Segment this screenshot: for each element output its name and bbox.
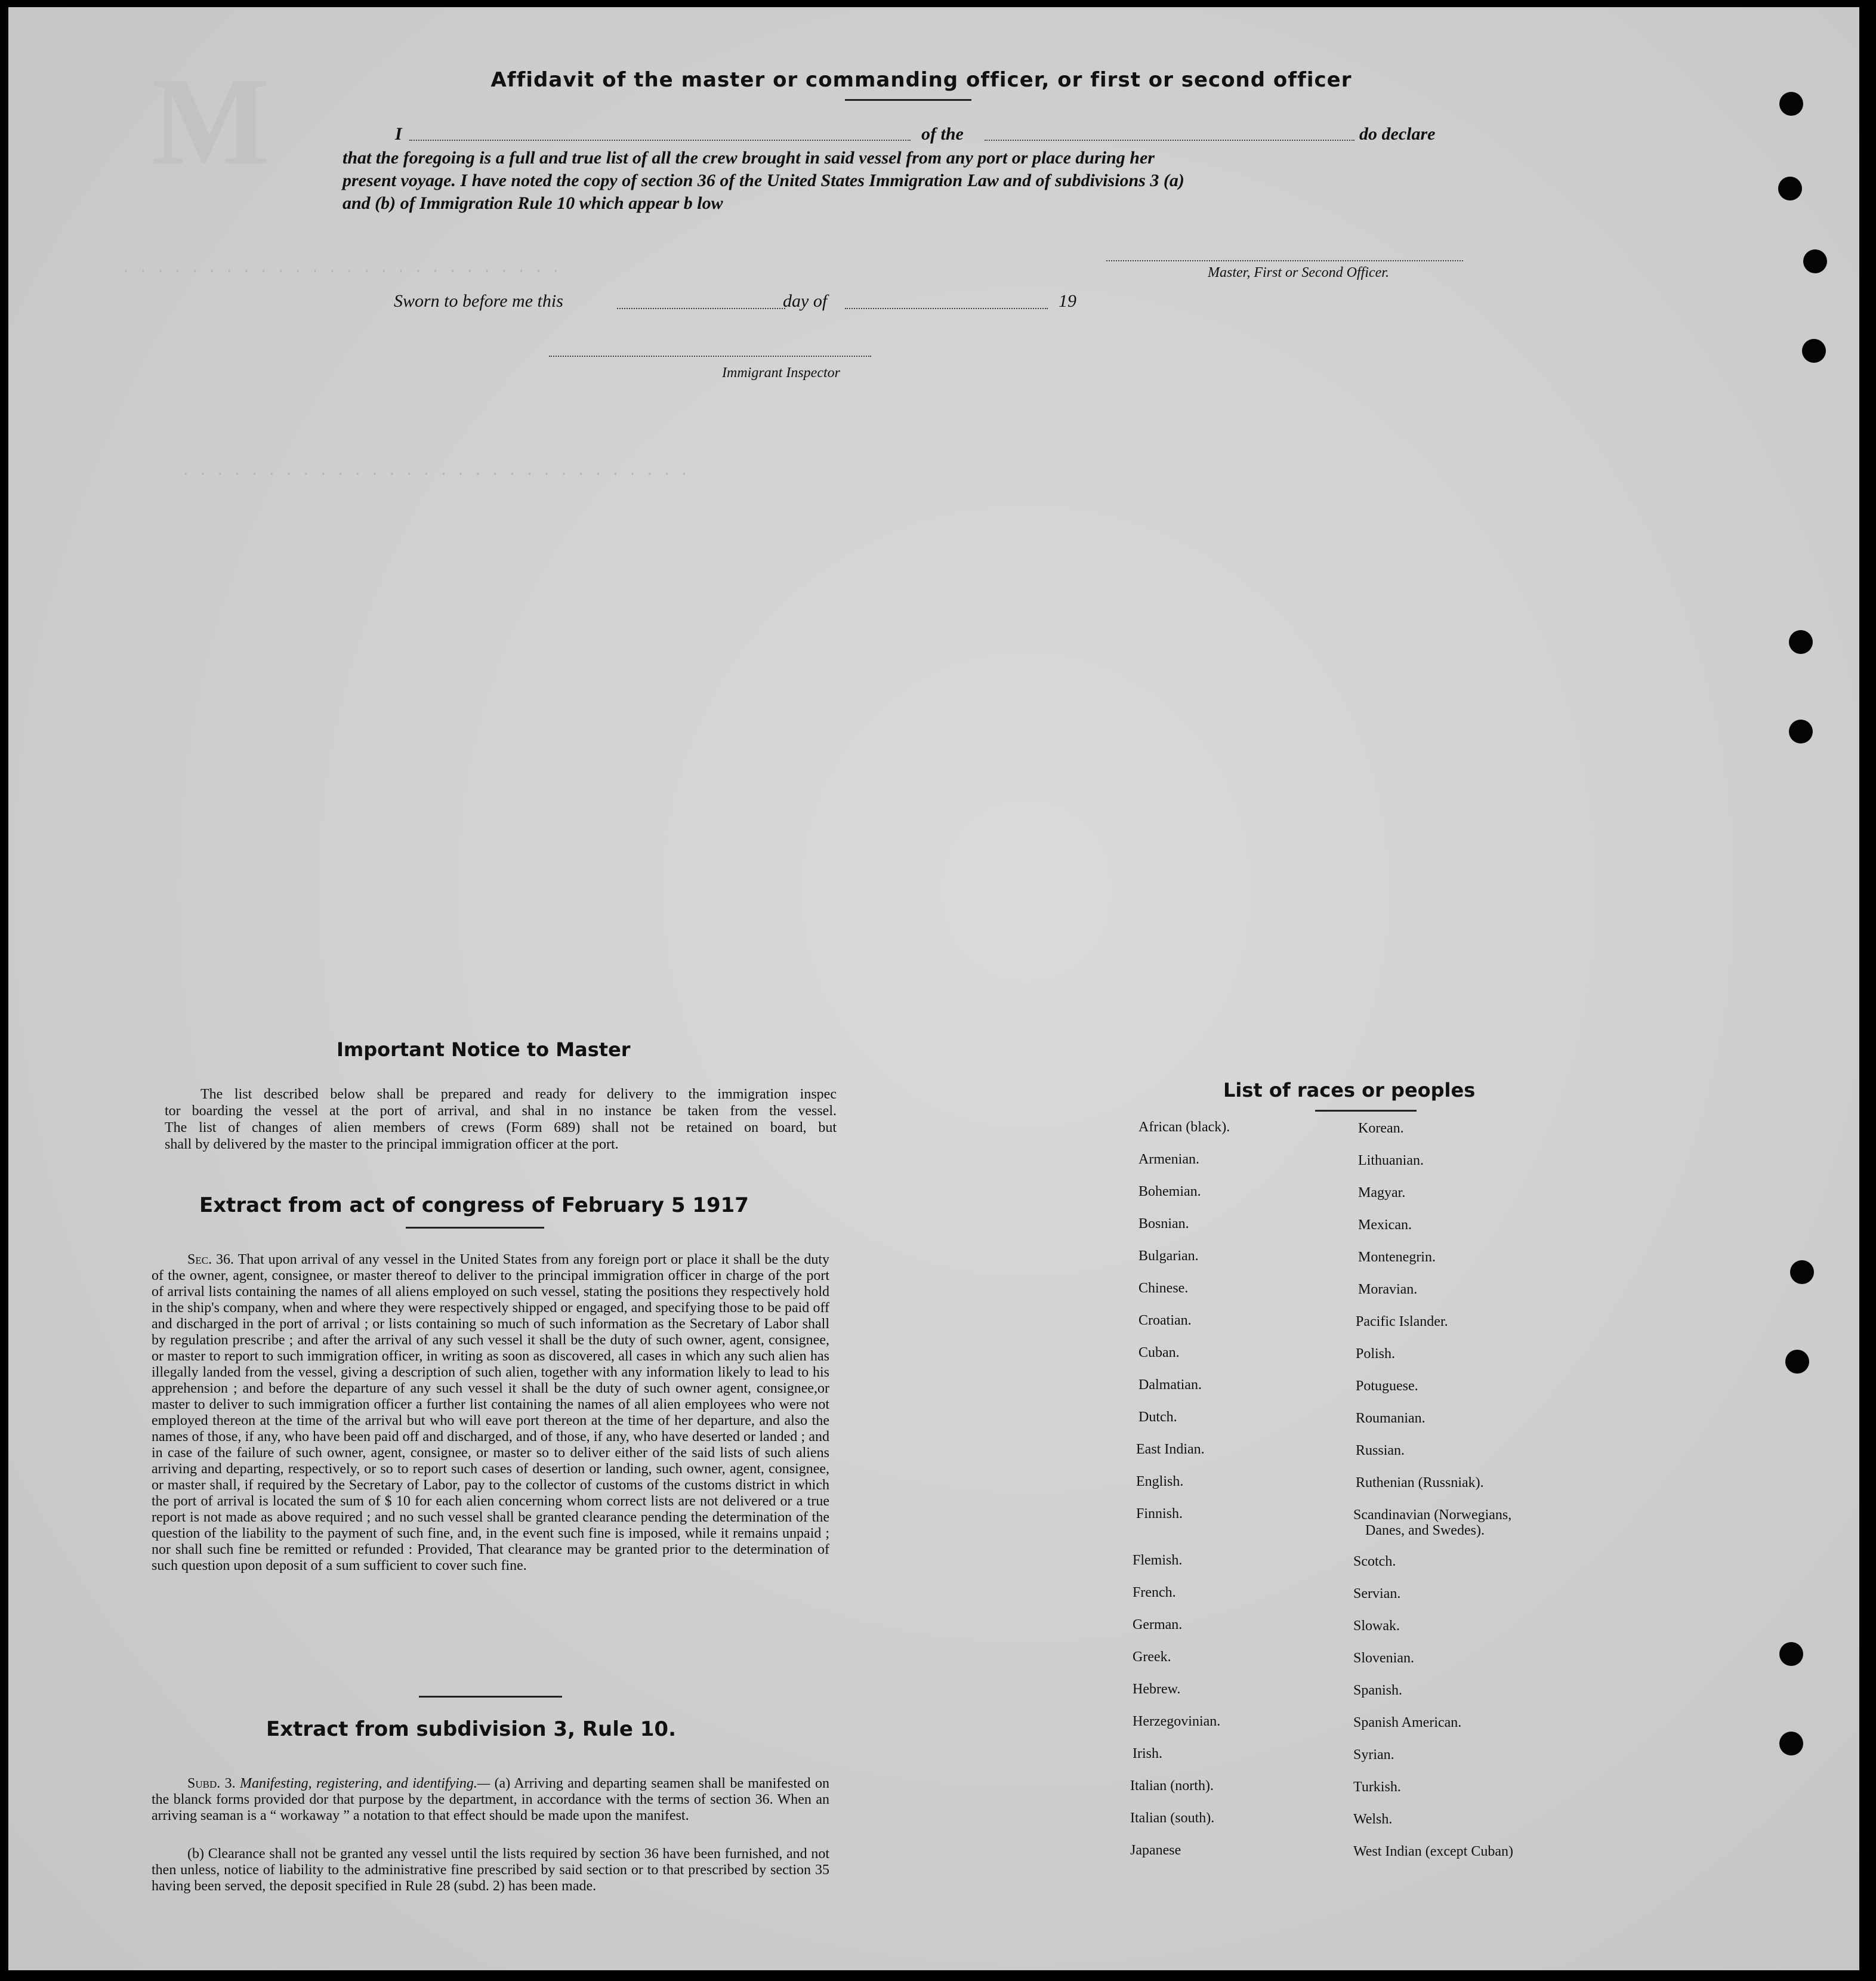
race-item: Roumanian. <box>1356 1411 1425 1426</box>
race-item: Korean. <box>1358 1121 1404 1136</box>
race-item: Turkish. <box>1353 1779 1401 1795</box>
race-item: Japanese <box>1130 1843 1181 1858</box>
race-item: Croatian. <box>1138 1313 1192 1328</box>
race-item: Lithuanian. <box>1358 1153 1424 1168</box>
race-item: Bohemian. <box>1138 1184 1201 1199</box>
race-item: Cuban. <box>1138 1345 1180 1360</box>
notice-body <box>165 1086 837 1153</box>
act-section-36 <box>152 1252 829 1574</box>
notice-line: The list described below shall be prepared and ready for delivery to the immigration inspec <box>200 1087 837 1102</box>
affidavit-i-label: I <box>395 124 402 144</box>
race-item: Dalmatian. <box>1138 1377 1202 1393</box>
race-item: German. <box>1133 1617 1183 1633</box>
sworn-day-field[interactable] <box>617 308 785 309</box>
race-item: Chinese. <box>1138 1280 1189 1296</box>
vessel-name-field[interactable] <box>985 140 1354 141</box>
race-item: Welsh. <box>1353 1812 1393 1827</box>
affidavit-text-line: and (b) of Immigration Rule 10 which appear b low <box>343 193 723 213</box>
rule-subdivision-b <box>152 1846 829 1894</box>
master-signature-label: Master, First or Second Officer. <box>1208 265 1389 280</box>
race-item: Potuguese. <box>1356 1378 1418 1394</box>
races-title: List of races or peoples <box>1223 1079 1476 1101</box>
race-item: Polish. <box>1356 1346 1396 1362</box>
race-item: Magyar. <box>1358 1185 1406 1201</box>
rule-subdivision-a <box>152 1776 829 1824</box>
race-item: African (black). <box>1138 1119 1230 1135</box>
race-item: Hebrew. <box>1133 1681 1181 1697</box>
race-item: Bulgarian. <box>1138 1248 1199 1264</box>
race-item: Mexican. <box>1358 1217 1412 1233</box>
race-item: Finnish. <box>1136 1506 1183 1522</box>
punch-hole <box>1802 339 1826 363</box>
race-item: Armenian. <box>1138 1152 1199 1167</box>
race-item: Slowak. <box>1353 1618 1400 1634</box>
notice-line: tor boarding the vessel at the port of arrival, and shal in no instance be taken from the vessel. <box>165 1103 837 1119</box>
affidavit-title-rule <box>845 99 971 101</box>
punch-hole <box>1803 249 1827 273</box>
act-section-text: That upon arrival of any vessel in the United States from any foreign port or place it shall be the duty of the owner, agent, consignee, or master thereof to deliver to the principal immigration officer in charge of the port of arrival lists containing the names of all aliens employed on such vessel, stating the positions they respectively hold in the ship's company, when and where they were respectively shipped or engaged, and specifying those to be paid off and discharged in the port of arrival ; or lists containing so much of such information as the Secretary of Labor shall by regulation prescribe ; and after the arrival of any such vessel it shall be the duty of such owner, agent, consignee, or master to report to such immigration officer, in writing as soon as discovered, all cases in which any such alien has illegally landed from the vessel, giving a description of such alien, together with any information likely to lead to his apprehension ; and before the departure of any such vessel it shall be the duty of such owner agent, consignee,or master to deliver to such immigration officer a further list containing the names of all alien employees who were not employed thereon at the time of the arrival but who will eave port thereon at the time of her departure, and also the names of those, if any, who have been paid off and discharged, and of those, if any, who have deserted or landed ; and in case of the failure of such owner, agent, consignee, or master so to deliver either of the said lists of such aliens arriving and departing, respectively, or so to report such cases of desertion or landing, such owner, agent, consignee, or master shall, if required by the Secretary of Labor, pay to the collector of customs of the customs district in which the port of arrival is located the sum of $ 10 for each alien concerning whom correct lists are not delivered or a true report is not made as above required ; and no such vessel shall be granted clearance pending the determination of the question of the liability to the payment of such fine, and, in the event such fine is imposed, while it remains unpaid ; nor shall such fine be remitted or refunded : Provided, That clearance may be granted prior to the determination of such question upon deposit of a sum sufficient to cover such fine. <box>152 1252 830 1573</box>
punch-hole <box>1789 630 1813 654</box>
punch-hole <box>1785 1350 1809 1374</box>
act-title: Extract from act of congress of February 5 1917 <box>199 1193 749 1217</box>
punch-hole <box>1779 1732 1803 1755</box>
affidavit-text-line: present voyage. I have noted the copy of section 36 of the United States Immigration Law and of subdivisions 3 (a) <box>343 171 1184 190</box>
punch-hole <box>1779 1642 1803 1666</box>
race-item: English. <box>1136 1474 1184 1489</box>
race-item: Bosnian. <box>1138 1216 1189 1232</box>
rule-title: Extract from subdivision 3, Rule 10. <box>266 1717 677 1741</box>
notice-line: The list of changes of alien members of crews (Form 689) shall not be retained on board, but <box>165 1120 837 1135</box>
inspector-label: Immigrant Inspector <box>722 365 840 381</box>
rule-text-a: (a) Arriving and departing seamen shall be manifested on the blanck forms provided dor that purpose by the department, in accordance with the terms of section 36. When an arriving seaman is a “ workaway ” a notation to that effect should be made upon the manifest. <box>152 1776 830 1823</box>
race-item: Danes, and Swedes). <box>1365 1523 1485 1538</box>
bleed-through-mark: M <box>152 53 270 191</box>
race-item: Montenegrin. <box>1358 1249 1436 1265</box>
race-item: Servian. <box>1353 1586 1401 1602</box>
race-item: Scotch. <box>1353 1554 1396 1569</box>
act-section-label: Sec. 36. <box>187 1252 234 1267</box>
year-label: 19 <box>1059 291 1076 311</box>
punch-hole <box>1790 1260 1814 1284</box>
master-signature-field[interactable] <box>1106 260 1463 261</box>
race-item: Italian (north). <box>1130 1778 1214 1794</box>
rule-text-b: (b) Clearance shall not be granted any vessel until the lists required by section 36 have been furnished, and not then unless, notice of liability to the administrative fine prescribed by said section or to that prescribed by section 35 having been served, the deposit specified in Rule 28 (subd. 2) has been made. <box>152 1846 829 1894</box>
race-item: Scandinavian (Norwegians, <box>1353 1507 1512 1523</box>
races-title-rule <box>1315 1110 1417 1112</box>
sworn-month-field[interactable] <box>845 308 1048 309</box>
race-item: Flemish. <box>1133 1553 1183 1568</box>
rule-subd-heading: Manifesting, registering, and identifying.— <box>240 1776 490 1791</box>
race-item: Spanish. <box>1353 1683 1403 1698</box>
race-item: Pacific Islander. <box>1356 1314 1448 1329</box>
notice-line: shall by delivered by the master to the principal immigration officer at the port. <box>165 1137 619 1152</box>
inspector-signature-field[interactable] <box>549 356 871 357</box>
bleed-through-text: · · · · · · · · · · · · · · · · · · · · · · · · · · · · · · <box>181 467 689 483</box>
race-item: Dutch. <box>1138 1409 1177 1425</box>
day-of-label: day of <box>783 291 828 311</box>
race-item: Slovenian. <box>1353 1650 1414 1666</box>
race-item: Russian. <box>1356 1443 1405 1458</box>
declarant-name-field[interactable] <box>409 140 911 141</box>
race-item: East Indian. <box>1136 1442 1205 1457</box>
race-item: Spanish American. <box>1353 1715 1462 1730</box>
act-title-rule <box>406 1227 544 1229</box>
bleed-through-text: · · · · · · · · · · · · · · · · · · · · · · · · · · <box>122 264 560 280</box>
affidavit-text-line: that the foregoing is a full and true list of all the crew brought in said vessel from any port or place during her <box>343 148 1155 168</box>
notice-title: Important Notice to Master <box>337 1038 631 1061</box>
affidavit-of-the-label: of the <box>921 124 964 144</box>
act-end-rule <box>419 1696 562 1698</box>
race-item: Irish. <box>1133 1746 1162 1761</box>
race-item: Syrian. <box>1353 1747 1394 1763</box>
race-item: Moravian. <box>1358 1282 1418 1297</box>
punch-hole <box>1778 177 1802 200</box>
affidavit-do-declare-label: do declare <box>1359 124 1436 144</box>
rule-subd-label: Subd. 3. <box>187 1776 236 1791</box>
race-item: French. <box>1133 1585 1176 1600</box>
race-item: Ruthenian (Russniak). <box>1356 1475 1484 1491</box>
manifest-page <box>8 7 1859 1970</box>
punch-hole <box>1789 720 1813 743</box>
sworn-to-label: Sworn to before me this <box>394 291 563 311</box>
race-item: Greek. <box>1133 1649 1171 1665</box>
affidavit-title: Affidavit of the master or commanding officer, or first or second officer <box>490 68 1352 92</box>
race-item: Herzegovinian. <box>1133 1714 1221 1729</box>
punch-hole <box>1779 92 1803 116</box>
race-item: West Indian (except Cuban) <box>1353 1844 1513 1859</box>
race-item: Italian (south). <box>1130 1810 1215 1826</box>
paper-background <box>8 7 1859 1970</box>
